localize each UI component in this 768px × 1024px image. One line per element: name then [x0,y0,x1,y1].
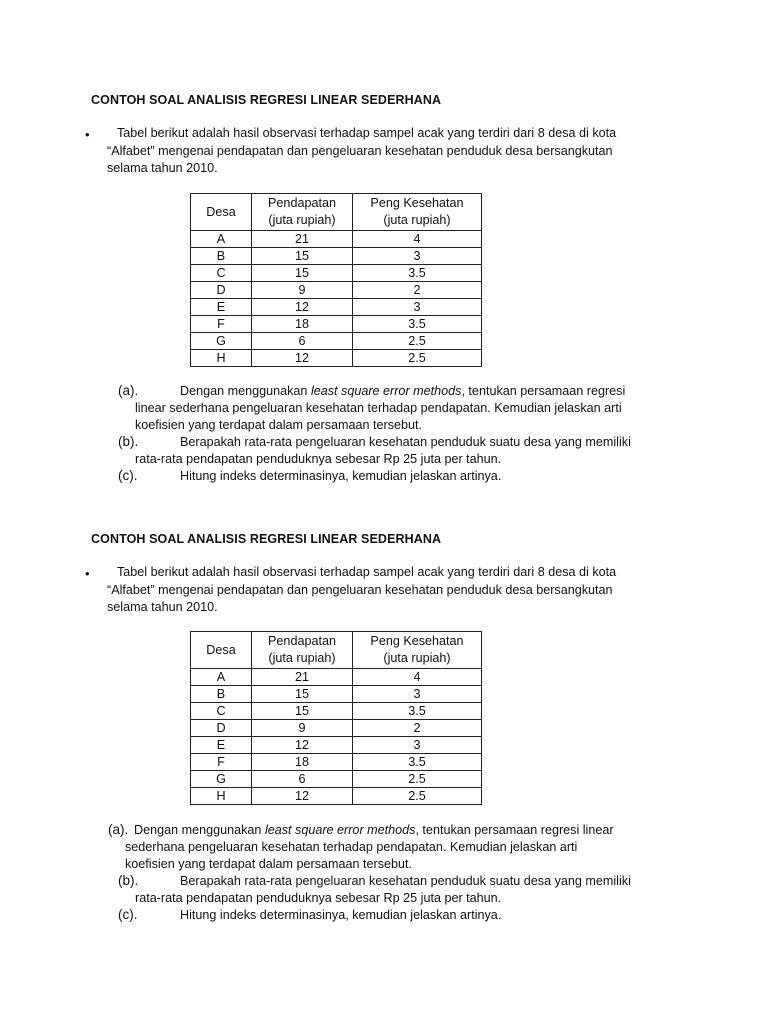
cell-pendapatan: 21 [252,669,353,686]
intro-line: “Alfabet” mengenai pendapatan dan pengeluaran kesehatan penduduk desa bersangkutan [107,582,613,597]
question-text: Berapakah rata-rata pengeluaran kesehatan penduduk suatu desa yang memiliki [180,435,631,449]
question-label: (c). [118,468,138,483]
question-text: koefisien yang terdapat dalam persamaan tersebut. [135,418,423,432]
cell-desa: B [191,248,252,265]
cell-desa: H [191,788,252,805]
cell-desa: A [191,231,252,248]
table-row [191,686,482,703]
cell-pendapatan: 18 [252,754,353,771]
cell-pendapatan: 6 [252,771,353,788]
cell-kesehatan: 3 [353,248,482,265]
emphasis-text: least square error methods [310,384,462,398]
intro-paragraph [107,564,679,617]
question-label: (a). [108,822,129,837]
intro-line: Tabel berikut adalah hasil observasi terhadap sampel acak yang terdiri dari 8 desa di kota [117,126,617,140]
cell-pendapatan: 15 [252,686,353,703]
cell-kesehatan: 3.5 [353,316,482,333]
header-pendapatan: Pendapatan (juta rupiah) [252,632,353,669]
question-text: Hitung indeks determinasinya, kemudian jelaskan artinya. [180,469,502,483]
cell-kesehatan: 2.5 [353,788,482,805]
cell-pendapatan: 12 [252,737,353,754]
emphasis-text: least square error methods [264,823,416,837]
cell-pendapatan: 15 [252,248,353,265]
table-row [191,737,482,754]
header-pendapatan: Pendapatan (juta rupiah) [252,194,353,231]
cell-kesehatan: 3 [353,299,482,316]
cell-pendapatan: 12 [252,350,353,367]
table-row [191,771,482,788]
cell-pendapatan: 18 [252,316,353,333]
question-text: koefisien yang terdapat dalam persamaan tersebut. [125,857,413,871]
cell-desa: E [191,737,252,754]
cell-kesehatan: 3 [353,686,482,703]
question-text: Dengan menggunakan least square error methods, tentukan persamaan regresi linear [134,823,614,837]
cell-kesehatan: 2 [353,720,482,737]
intro-line: selama tahun 2010. [107,161,218,175]
cell-kesehatan: 2.5 [353,771,482,788]
cell-kesehatan: 3 [353,737,482,754]
cell-desa: F [191,754,252,771]
question-label: (a). [118,383,139,398]
intro-line: selama tahun 2010. [107,600,218,614]
cell-pendapatan: 15 [252,265,353,282]
cell-kesehatan: 3.5 [353,265,482,282]
cell-pendapatan: 12 [252,299,353,316]
question-text: Berapakah rata-rata pengeluaran kesehatan penduduk suatu desa yang memiliki [180,874,631,888]
cell-pendapatan: 15 [252,703,353,720]
header-desa: Desa [191,632,252,669]
table-row [191,282,482,299]
cell-desa: C [191,703,252,720]
section-title: CONTOH SOAL ANALISIS REGRESI LINEAR SEDERHANA [91,532,442,546]
cell-desa: H [191,350,252,367]
cell-desa: C [191,265,252,282]
cell-desa: D [191,282,252,299]
header-peng-kesehatan: Peng Kesehatan (juta rupiah) [353,194,482,231]
data-table [190,193,482,367]
table-row [191,703,482,720]
table-row [191,754,482,771]
table-row [191,350,482,367]
cell-pendapatan: 9 [252,720,353,737]
table-row [191,788,482,805]
question-text: rata-rata pendapatan penduduknya sebesar Rp 25 juta per tahun. [135,891,502,905]
intro-line: “Alfabet” mengenai pendapatan dan pengeluaran kesehatan penduduk desa bersangkutan [107,143,613,158]
cell-kesehatan: 3.5 [353,703,482,720]
question-label: (c). [118,907,138,922]
section-title: CONTOH SOAL ANALISIS REGRESI LINEAR SEDERHANA [91,93,442,107]
cell-desa: F [191,316,252,333]
table-row [191,231,482,248]
cell-desa: A [191,669,252,686]
table-row [191,720,482,737]
question-label: (b). [118,873,139,888]
question-text: linear sederhana pengeluaran kesehatan terhadap pendapatan. Kemudian jelaskan arti [135,401,622,415]
bullet-icon: • [85,127,90,142]
cell-pendapatan: 21 [252,231,353,248]
cell-kesehatan: 2 [353,282,482,299]
question-label: (b). [118,434,139,449]
header-peng-kesehatan: Peng Kesehatan (juta rupiah) [353,632,482,669]
cell-pendapatan: 6 [252,333,353,350]
cell-kesehatan: 4 [353,231,482,248]
cell-desa: B [191,686,252,703]
cell-desa: G [191,771,252,788]
bullet-icon: • [85,566,90,581]
cell-kesehatan: 4 [353,669,482,686]
table-header-row [191,194,482,231]
cell-kesehatan: 3.5 [353,754,482,771]
header-desa: Desa [191,194,252,231]
cell-pendapatan: 12 [252,788,353,805]
intro-paragraph [107,125,679,178]
cell-desa: G [191,333,252,350]
question-text: rata-rata pendapatan penduduknya sebesar Rp 25 juta per tahun. [135,452,502,466]
table-header-row [191,632,482,669]
cell-kesehatan: 2.5 [353,350,482,367]
cell-pendapatan: 9 [252,282,353,299]
table-row [191,299,482,316]
question-text: sederhana pengeluaran kesehatan terhadap pendapatan. Kemudian jelaskan arti [125,840,578,854]
table-row [191,265,482,282]
table-row [191,333,482,350]
intro-line: Tabel berikut adalah hasil observasi terhadap sampel acak yang terdiri dari 8 desa di kota [117,565,617,579]
question-text: Hitung indeks determinasinya, kemudian jelaskan artinya. [180,908,502,922]
table-row [191,669,482,686]
data-table [190,631,482,805]
cell-desa: E [191,299,252,316]
table-row [191,248,482,265]
question-text: Dengan menggunakan least square error methods, tentukan persamaan regresi [180,384,626,398]
cell-kesehatan: 2.5 [353,333,482,350]
table-row [191,316,482,333]
cell-desa: D [191,720,252,737]
